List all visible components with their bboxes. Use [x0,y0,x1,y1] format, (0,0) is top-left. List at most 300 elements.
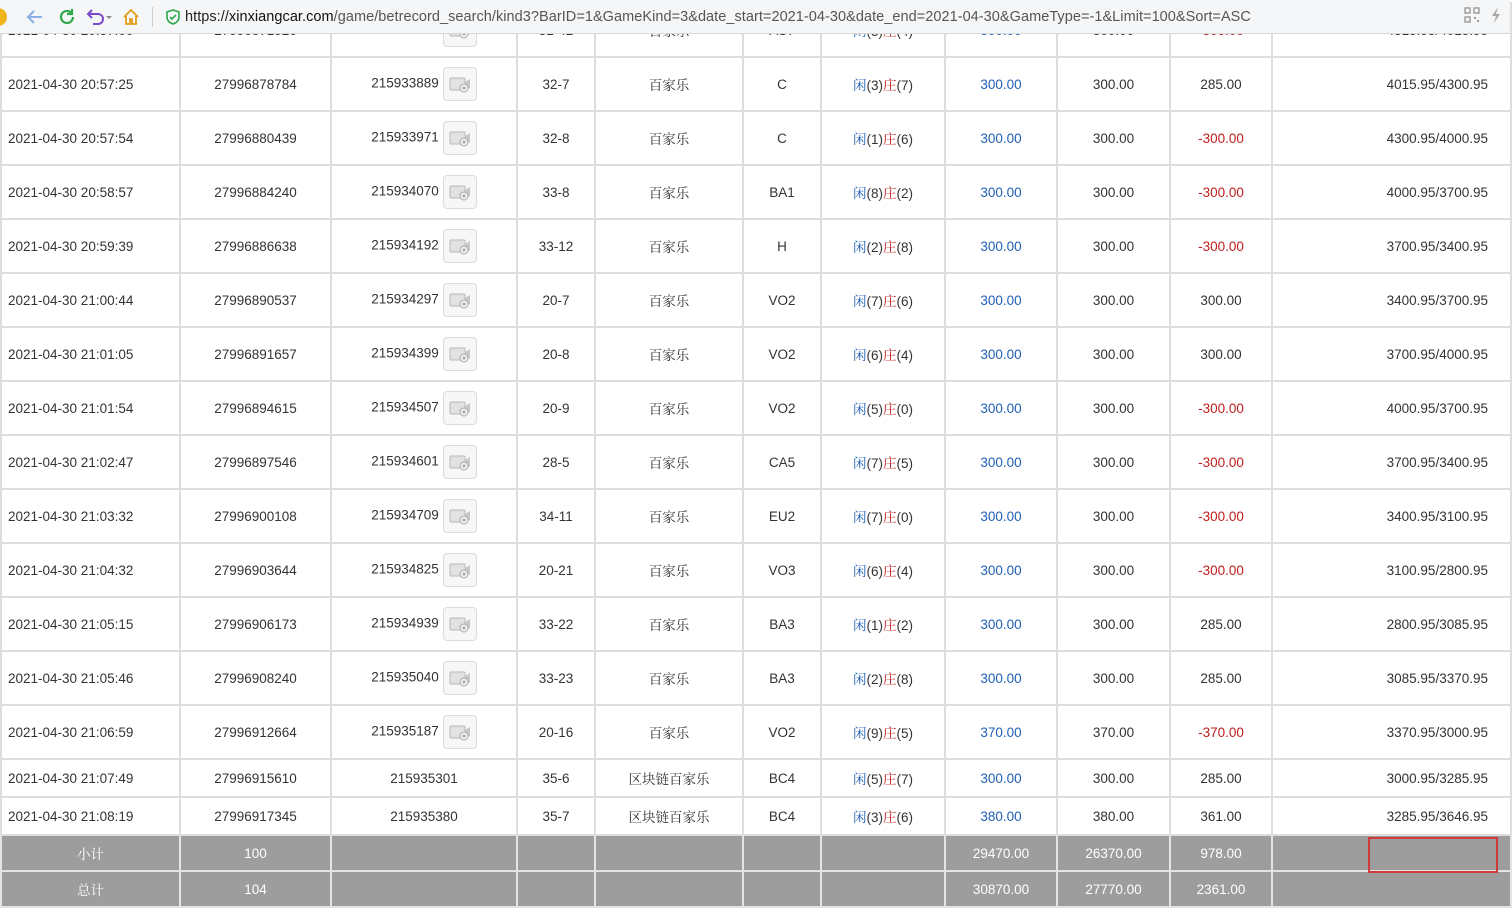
game-type: 区块链百家乐 [595,759,743,797]
total-row [1,871,1511,907]
bet-amount: 300.00 [945,219,1057,273]
result-cell [821,797,945,835]
banker-label: 庄 [883,132,897,147]
round-number: 215934939 [371,615,439,631]
win-loss: -370.00 [1170,705,1272,759]
player-points: (8) [866,186,883,201]
banker-label: 庄 [883,240,897,255]
valid-bet: 300.00 [1057,543,1170,597]
valid-bet: 300.00 [1057,57,1170,111]
video-replay-icon[interactable] [443,175,477,209]
valid-bet: 300.00 [1057,219,1170,273]
round-number: 215934297 [371,291,439,307]
player-label: 闲 [853,564,867,579]
total-bet: 30870.00 [945,871,1057,907]
balance-change: 3100.95/2800.95 [1272,543,1511,597]
video-replay-icon[interactable] [443,661,477,695]
bet-time: 2021-04-30 21:05:15 [1,597,180,651]
win-loss: -300.00 [1170,543,1272,597]
player-points: (1) [866,132,883,147]
win-loss: -300.00 [1170,489,1272,543]
order-number: 27996915610 [180,759,331,797]
subtotal-win: 978.00 [1170,835,1272,871]
valid-bet: 300.00 [1057,111,1170,165]
order-number: 27996908240 [180,651,331,705]
win-loss: 285.00 [1170,57,1272,111]
table-row [1,381,1511,435]
banker-label: 庄 [883,810,897,825]
player-points: (9) [866,726,883,741]
table-row [1,489,1511,543]
banker-points: (8) [896,240,913,255]
win-loss: 285.00 [1170,759,1272,797]
order-number: 27996906173 [180,597,331,651]
banker-label: 庄 [883,772,897,787]
player-label: 闲 [853,78,867,93]
shoe-hand: 20-8 [517,327,595,381]
bet-time: 2021-04-30 21:03:32 [1,489,180,543]
table-code: VO2 [743,705,821,759]
bet-amount: 300.00 [945,111,1057,165]
player-points: (5) [866,772,883,787]
round-number-cell [331,435,517,489]
result-cell [821,327,945,381]
valid-bet: 300.00 [1057,651,1170,705]
bet-amount: 300.00 [945,543,1057,597]
player-label: 闲 [853,132,867,147]
win-loss: -300.00 [1170,165,1272,219]
shoe-hand: 35-6 [517,759,595,797]
empty-cell [743,835,821,871]
address-bar[interactable] [161,0,1464,34]
banker-points: (2) [896,186,913,201]
banker-label: 庄 [883,402,897,417]
player-label: 闲 [853,240,867,255]
table-row [1,435,1511,489]
table-code: EU2 [743,489,821,543]
table-code: BC4 [743,797,821,835]
empty-cell [821,871,945,907]
round-number-cell [331,111,517,165]
bet-amount: 300.00 [945,759,1057,797]
bet-time: 2021-04-30 21:08:19 [1,797,180,835]
banker-label: 庄 [883,726,897,741]
player-label: 闲 [853,772,867,787]
player-label: 闲 [853,294,867,309]
win-loss: -300.00 [1170,219,1272,273]
balance-change: 4000.95/3700.95 [1272,381,1511,435]
valid-bet: 300.00 [1057,597,1170,651]
shoe-hand: 33-22 [517,597,595,651]
video-replay-icon[interactable] [443,715,477,749]
balance-change: 3370.95/3000.95 [1272,705,1511,759]
win-loss: -300.00 [1170,435,1272,489]
win-loss: 300.00 [1170,327,1272,381]
order-number: 27996900108 [180,489,331,543]
round-number: 215934399 [371,345,439,361]
win-loss: 361.00 [1170,797,1272,835]
result-cell [821,489,945,543]
order-number: 27996891657 [180,327,331,381]
round-number: 215934507 [371,399,439,415]
video-replay-icon[interactable] [443,229,477,263]
video-replay-icon[interactable] [443,391,477,425]
bet-time: 2021-04-30 21:02:47 [1,435,180,489]
balance-change: 2800.95/3085.95 [1272,597,1511,651]
total-valid: 27770.00 [1057,871,1170,907]
result-cell [821,759,945,797]
round-number: 215935187 [371,723,439,739]
player-label: 闲 [853,348,867,363]
table-row [1,327,1511,381]
round-number-cell [331,219,517,273]
table-code: BA1 [743,165,821,219]
undo-icon[interactable] [82,0,116,34]
game-type: 百家乐 [595,111,743,165]
valid-bet: 300.00 [1057,489,1170,543]
shoe-hand: 33-12 [517,219,595,273]
video-replay-icon[interactable] [443,499,477,533]
round-number: 215933889 [371,75,439,91]
win-loss: 300.00 [1170,273,1272,327]
table-row [1,705,1511,759]
table-code: CA5 [743,435,821,489]
player-points: (5) [866,402,883,417]
player-points: (2) [866,672,883,687]
game-type: 百家乐 [595,273,743,327]
balance-change: 3000.95/3285.95 [1272,759,1511,797]
game-type: 百家乐 [595,381,743,435]
round-number: 215935380 [390,808,458,824]
shoe-hand: 34-11 [517,489,595,543]
banker-points: (5) [896,456,913,471]
empty-cell [743,871,821,907]
game-type: 百家乐 [595,219,743,273]
table-row [1,797,1511,835]
player-label: 闲 [853,618,867,633]
bet-amount: 300.00 [945,273,1057,327]
player-points: (6) [866,348,883,363]
valid-bet: 300.00 [1057,273,1170,327]
back-arrow-icon[interactable] [18,0,52,34]
banker-label: 庄 [883,294,897,309]
round-number-cell [331,651,517,705]
empty-cell [517,871,595,907]
bet-amount: 300.00 [945,651,1057,705]
order-number: 27996897546 [180,435,331,489]
round-number: 215935040 [371,669,439,685]
bet-amount: 370.00 [945,705,1057,759]
balance-change: 4300.95/4000.95 [1272,111,1511,165]
bet-amount: 300.00 [945,57,1057,111]
balance-change: 3285.95/3646.95 [1272,797,1511,835]
bet-record-table [0,2,1512,908]
game-type: 百家乐 [595,489,743,543]
banker-label: 庄 [883,186,897,201]
bet-time: 2021-04-30 21:01:54 [1,381,180,435]
banker-label: 庄 [883,672,897,687]
url-path: /game/betrecord_search/kind3?BarID=1&GameKind=3&date_start=2021-04-30&date_end=2021-04-30&GameType=-1&Limit=100&Sort=ASC [333,8,1251,25]
order-number: 27996894615 [180,381,331,435]
table-row [1,57,1511,111]
order-number: 27996886638 [180,219,331,273]
game-type: 百家乐 [595,165,743,219]
valid-bet: 300.00 [1057,381,1170,435]
game-type: 百家乐 [595,543,743,597]
table-row [1,165,1511,219]
video-replay-icon[interactable] [443,121,477,155]
table-code: BA3 [743,651,821,705]
shoe-hand: 33-23 [517,651,595,705]
result-cell [821,543,945,597]
order-number: 27996890537 [180,273,331,327]
player-points: (3) [866,78,883,93]
player-points: (7) [866,510,883,525]
round-number-cell [331,165,517,219]
bet-time: 2021-04-30 21:01:05 [1,327,180,381]
round-number-cell [331,381,517,435]
result-cell [821,381,945,435]
home-icon[interactable] [116,0,146,34]
lightning-icon[interactable] [1490,6,1502,27]
player-label: 闲 [853,810,867,825]
result-cell [821,111,945,165]
result-cell [821,219,945,273]
round-number-cell [331,597,517,651]
url-text[interactable] [185,9,1251,25]
shoe-hand: 20-16 [517,705,595,759]
table-code: BA3 [743,597,821,651]
url-scheme: https:// [185,8,229,25]
subtotal-valid: 26370.00 [1057,835,1170,871]
round-number-cell [331,759,517,797]
order-number: 27996878784 [180,57,331,111]
bet-time: 2021-04-30 20:57:25 [1,57,180,111]
subtotal-count: 100 [180,835,331,871]
game-type: 百家乐 [595,435,743,489]
player-points: (7) [866,294,883,309]
balance-change: 3700.95/3400.95 [1272,435,1511,489]
banker-points: (8) [896,672,913,687]
result-cell [821,165,945,219]
balance-change: 3700.95/4000.95 [1272,327,1511,381]
bet-time: 2021-04-30 21:05:46 [1,651,180,705]
valid-bet: 300.00 [1057,435,1170,489]
result-cell [821,435,945,489]
banker-label: 庄 [883,78,897,93]
shoe-hand: 20-21 [517,543,595,597]
browser-toolbar [0,0,1510,34]
banker-points: (0) [896,510,913,525]
game-type: 百家乐 [595,327,743,381]
table-code: BC4 [743,759,821,797]
table-row [1,543,1511,597]
empty-cell [517,835,595,871]
shoe-hand: 20-7 [517,273,595,327]
bet-amount: 300.00 [945,327,1057,381]
empty-cell [595,871,743,907]
win-loss: 285.00 [1170,597,1272,651]
player-label: 闲 [853,726,867,741]
table-row [1,219,1511,273]
subtotal-row [1,835,1511,871]
video-replay-icon[interactable] [443,283,477,317]
bet-amount: 300.00 [945,165,1057,219]
banker-label: 庄 [883,510,897,525]
player-label: 闲 [853,672,867,687]
win-loss: -300.00 [1170,111,1272,165]
banker-points: (6) [896,294,913,309]
banker-points: (2) [896,618,913,633]
valid-bet: 380.00 [1057,797,1170,835]
refresh-icon[interactable] [52,0,82,34]
shoe-hand: 32-7 [517,57,595,111]
balance-change: 4015.95/4300.95 [1272,57,1511,111]
valid-bet: 300.00 [1057,759,1170,797]
player-label: 闲 [853,456,867,471]
table-code: VO2 [743,327,821,381]
game-type: 区块链百家乐 [595,797,743,835]
result-cell [821,273,945,327]
secure-shield-icon [161,0,185,34]
round-number: 215934825 [371,561,439,577]
game-type: 百家乐 [595,705,743,759]
game-type: 百家乐 [595,57,743,111]
result-cell [821,705,945,759]
bet-time: 2021-04-30 21:04:32 [1,543,180,597]
valid-bet: 300.00 [1057,327,1170,381]
total-label: 总计 [1,871,180,907]
url-host: xinxiangcar.com [228,8,334,25]
banker-points: (0) [896,402,913,417]
order-number: 27996912664 [180,705,331,759]
video-replay-icon[interactable] [443,445,477,479]
player-label: 闲 [853,402,867,417]
banker-label: 庄 [883,564,897,579]
qr-code-icon[interactable] [1464,7,1480,26]
round-number: 215934601 [371,453,439,469]
round-number-cell [331,543,517,597]
browser-logo-icon [0,0,10,34]
bet-amount: 300.00 [945,597,1057,651]
game-type: 百家乐 [595,651,743,705]
bet-amount: 300.00 [945,381,1057,435]
table-row [1,759,1511,797]
balance-change: 3700.95/3400.95 [1272,219,1511,273]
subtotal-bet: 29470.00 [945,835,1057,871]
round-number: 215935301 [390,770,458,786]
banker-points: (6) [896,132,913,147]
player-points: (2) [866,240,883,255]
table-row [1,651,1511,705]
order-number: 27996884240 [180,165,331,219]
table-row [1,111,1511,165]
balance-change: 3400.95/3100.95 [1272,489,1511,543]
banker-label: 庄 [883,348,897,363]
bet-time: 2021-04-30 21:06:59 [1,705,180,759]
shoe-hand: 20-9 [517,381,595,435]
balance-change: 3085.95/3370.95 [1272,651,1511,705]
table-code: C [743,57,821,111]
table-code: H [743,219,821,273]
order-number: 27996917345 [180,797,331,835]
player-label: 闲 [853,186,867,201]
player-points: (1) [866,618,883,633]
bet-amount: 300.00 [945,489,1057,543]
table-code: C [743,111,821,165]
banker-points: (5) [896,726,913,741]
banker-points: (7) [896,772,913,787]
balance-change: 4000.95/3700.95 [1272,165,1511,219]
result-cell [821,651,945,705]
round-number: 215934070 [371,183,439,199]
banker-points: (4) [896,564,913,579]
banker-points: (6) [896,810,913,825]
valid-bet: 370.00 [1057,705,1170,759]
total-win: 2361.00 [1170,871,1272,907]
round-number-cell [331,57,517,111]
empty-cell [331,871,517,907]
toolbar-right [1464,6,1502,27]
round-number: 215933971 [371,129,439,145]
table-code: VO3 [743,543,821,597]
order-number: 27996903644 [180,543,331,597]
empty-cell [331,835,517,871]
round-number: 215934709 [371,507,439,523]
video-replay-icon[interactable] [443,67,477,101]
subtotal-label: 小计 [1,835,180,871]
valid-bet: 300.00 [1057,165,1170,219]
table-code: VO2 [743,381,821,435]
shoe-hand: 33-8 [517,165,595,219]
table-row [1,273,1511,327]
round-number: 215934192 [371,237,439,253]
game-type: 百家乐 [595,597,743,651]
round-number-cell [331,705,517,759]
banker-points: (4) [896,348,913,363]
shoe-hand: 35-7 [517,797,595,835]
banker-label: 庄 [883,456,897,471]
bet-time: 2021-04-30 20:59:39 [1,219,180,273]
empty-cell [1272,835,1511,871]
player-points: (6) [866,564,883,579]
empty-cell [1272,871,1511,907]
result-cell [821,57,945,111]
video-replay-icon[interactable] [443,607,477,641]
bet-record-table-wrap [0,34,1510,918]
win-loss: -300.00 [1170,381,1272,435]
empty-cell [595,835,743,871]
round-number-cell [331,273,517,327]
player-points: (3) [866,810,883,825]
total-count: 104 [180,871,331,907]
video-replay-icon[interactable] [443,337,477,371]
empty-cell [821,835,945,871]
result-cell [821,597,945,651]
toolbar-divider [152,7,153,27]
bet-time: 2021-04-30 21:00:44 [1,273,180,327]
bet-time: 2021-04-30 20:57:54 [1,111,180,165]
video-replay-icon[interactable] [443,553,477,587]
shoe-hand: 32-8 [517,111,595,165]
bet-time: 2021-04-30 20:58:57 [1,165,180,219]
round-number-cell [331,327,517,381]
round-number-cell [331,489,517,543]
player-label: 闲 [853,510,867,525]
win-loss: 285.00 [1170,651,1272,705]
bet-amount: 380.00 [945,797,1057,835]
banker-points: (7) [896,78,913,93]
